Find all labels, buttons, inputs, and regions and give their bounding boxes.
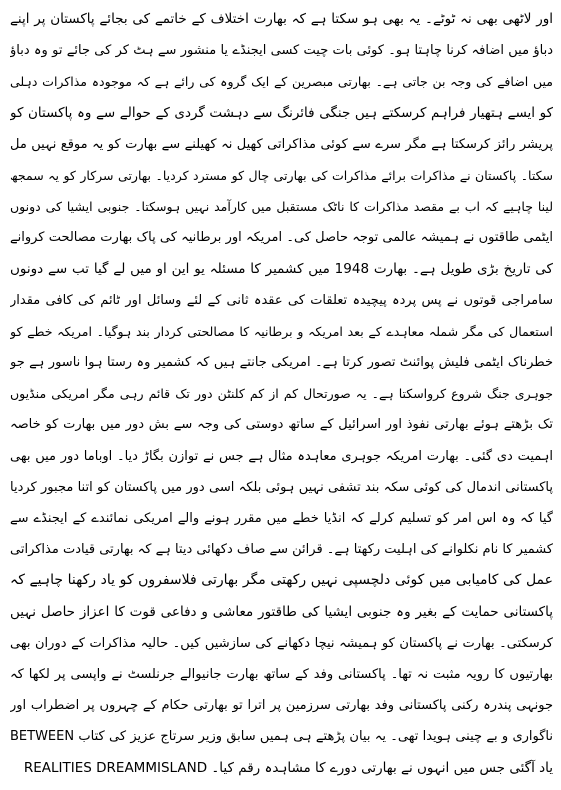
text-line: استعمال کی مگر شملہ معاہدے کے بعد امریکہ و برطانیہ کا مصالحتی کردار بند ہوگیا۔ امریکہ خطے کو	[10, 323, 553, 339]
text-line: پاکستانی حمایت کے بغیر وہ جنوبی ایشیا کی طاقتور معاشی و دفاعی قوت کا اعزاز حاصل نہیں	[10, 603, 553, 620]
text-line: اور لاٹھی بھی نہ ٹوٹے۔ یہ بھی ہو سکتا ہے کہ بھارت اختلاف کے خاتمے کی بجائے پاکستان پر اپنے	[10, 11, 553, 27]
text-line: میں اضافے کی وجہ بن جاتی ہے۔ بھارتی مبصرین کے ایک گروہ کی رائے ہے کہ موجودہ مذاکرات دہلی	[10, 74, 553, 90]
text-line: گیا کہ وہ اس امر کو تسلیم کرلے کہ انڈیا خطے میں مقرر ہونے والے امریکی نمائندے کے ایجنڈے سے	[10, 511, 553, 526]
text-line: بھارتیوں کا رویہ مثبت نہ تھا۔ پاکستانی وفد کے ساتھ بھارت جانیوالے جرنلسٹ نے واپسی پر لکھا کہ	[10, 666, 553, 682]
text-line: جوہری جنگ شروع کرواسکتا ہے۔ یہ صورتحال کم از کم کلنٹن دور تک قائم رہی مگر امریکی منڈیوں	[10, 386, 553, 402]
text-line: اہمیت دی گئی۔ بھارت امریکہ جوہری معاہدہ مثال ہے جس نے توازن بگاڑ دیا۔ اوباما دور میں بھی	[10, 448, 553, 464]
text-line: لینا چاہیے کہ اب بے مقصد مذاکرات کا ناٹک مستقبل میں کارآمد نہیں ہوسکتا۔ جنوبی ایشیا کی دونوں	[10, 199, 553, 215]
text-line: پاکستانی اندمال کی کوئی سکہ بند تشفی نہیں ہوئی بلکہ اسی دور میں پاکستان کو اتنا مجبور کردیا	[10, 479, 553, 495]
article-text	[10, 4, 553, 784]
text-line: سامراجی قوتوں نے پس پردہ پیچیدہ تعلقات کی عقدہ ثانی کے لئے وسائل اور ٹائم کی کافی مقدار	[10, 292, 553, 308]
text-line: پریشر رائز کرسکتا ہے مگر سرے سے کوئی مذاکراتی کھیل نہ کھیلنے سے بھارت کو یہ موقع نہیں مل	[10, 136, 553, 152]
text-line: سکتا۔ پاکستان نے مذاکرات برائے مذاکرات کی بھارتی چال کو مسترد کردیا۔ بھارتی سرکار کو یہ سمجھ	[10, 167, 553, 183]
text-line: کو ایسے ہتھیار فراہم کرسکتے ہیں جنگی فائرنگ سے دہشت گردی کے حوالے سے وہ پاکستان کو	[10, 104, 553, 121]
text-line-last: REALITIES DREAMMISLAND یاد آگئی جس میں انہوں نے بھارتی دورے کا مشاہدہ رقم کیا۔	[23, 759, 553, 776]
text-line: ایٹمی طاقتوں نے ہمیشہ عالمی توجہ حاصل کی۔ امریکہ اور برطانیہ کی پاک بھارت مصالحت کروانے	[10, 230, 553, 246]
text-line: ناگواری و بے چینی ہویدا تھی۔ یہ بیان پڑھتے ہی ہمیں سابق وزیر سرتاج عزیز کی کتاب BETWEEN	[10, 729, 553, 745]
text-line: خطرناک ایٹمی فلیش پوائنٹ تصور کرتا ہے۔ امریکی جانتے ہیں کہ کشمیر وہ رستا ہوا ناسور ہے جو	[10, 355, 553, 371]
text-line: کرسکتی۔ بھارت نے پاکستان کو ہمیشہ نیچا دکھانے کی سازشیں کیں۔ حالیہ مذاکرات کے دوران بھی	[10, 635, 553, 651]
text-line: تک بڑھتے ہوئے بھارتی نفوذ اور اسرائیل کے ساتھ دوستی کی وجہ سے بش دور میں بھارت کو خاصہ	[10, 417, 553, 433]
text-line: دباؤ میں اضافہ کرنا چاہتا ہو۔ کوئی بات چیت کسی ایجنڈے یا منشور سے ہٹ کر کی جائے تو وہ دباؤ	[10, 43, 553, 59]
text-line: کشمیر کا نام نکلوانے کی اہلیت رکھتا ہے۔ قرائن سے صاف دکھائی دیتا ہے کہ بھارتی قیادت مذاکراتی	[10, 542, 553, 558]
text-line: عمل کی کامیابی میں کوئی دلچسپی نہیں رکھتی مگر بھارتی فلاسفروں کو یاد رکھنا چاہیے کہ	[10, 572, 553, 589]
text-line: کی تاریخ بڑی طویل ہے۔ بھارت 1948 میں کشمیر کا مسئلہ یو این او میں لے گیا تب سے دونوں	[10, 260, 553, 277]
text-line: جونہی پندرہ رکنی پاکستانی وفد بھارتی سرزمین پر اترا تو بھارتی حکام کے چہروں پر اضطراب اور	[10, 698, 553, 714]
